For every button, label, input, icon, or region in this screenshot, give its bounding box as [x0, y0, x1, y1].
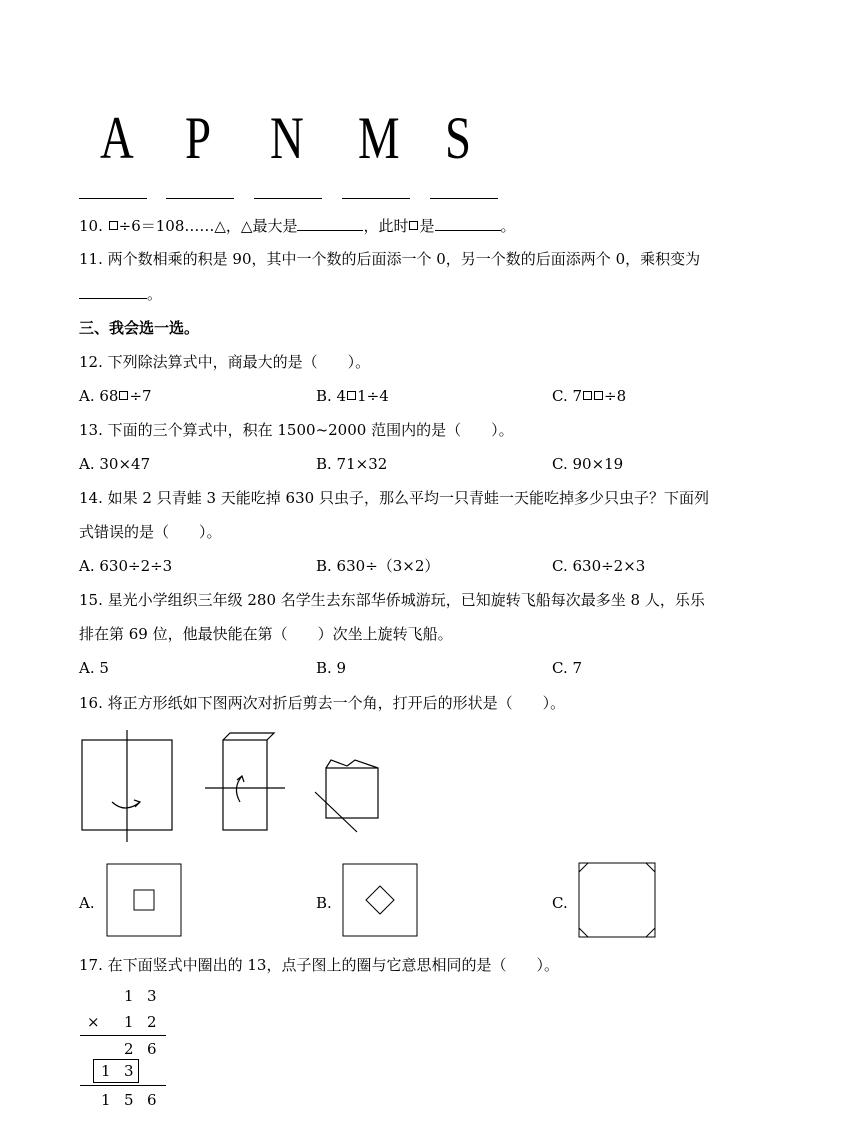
- divider: [80, 1035, 166, 1036]
- answer-blank[interactable]: [79, 283, 147, 299]
- answer-blank[interactable]: [435, 215, 501, 231]
- letter-a: A: [100, 105, 134, 171]
- question-14: 14. 如果 2 只青蛙 3 天能吃掉 630 只虫子，那么平均一只青蛙一天能吃掉多少只虫子？下面列: [79, 489, 709, 507]
- box-icon: [583, 391, 592, 400]
- answer-blank[interactable]: [166, 198, 234, 199]
- question-11-answer: 。: [79, 283, 162, 305]
- option-a[interactable]: A. 30×47: [79, 455, 151, 473]
- option-c[interactable]: C.: [552, 894, 568, 912]
- question-13: 13. 下面的三个算式中，积在 1500~2000 范围内的是（ ）。: [79, 421, 514, 439]
- answer-blank[interactable]: [254, 198, 322, 199]
- section-heading: 三、我会选一选。: [79, 319, 200, 337]
- question-16: 16. 将正方形纸如下图两次对折后剪去一个角，打开后的形状是（ ）。: [79, 694, 566, 712]
- option-c[interactable]: C. 90×19: [552, 455, 624, 473]
- option-b[interactable]: B. 9: [316, 659, 347, 677]
- shape-b-icon: [342, 863, 420, 939]
- answer-blank[interactable]: [79, 198, 147, 199]
- divider: [80, 1085, 166, 1086]
- option-b[interactable]: B. 630÷（3×2）: [316, 557, 440, 575]
- letter-n: N: [270, 105, 304, 171]
- box-icon: [109, 221, 118, 230]
- question-15-cont: 排在第 69 位，他最快能在第（ ）次坐上旋转飞船。: [79, 625, 453, 643]
- box-icon: [119, 391, 128, 400]
- answer-blank[interactable]: [342, 198, 410, 199]
- answer-blank[interactable]: [297, 215, 363, 231]
- answer-blank[interactable]: [430, 198, 498, 199]
- option-c[interactable]: C. 7 ÷8: [552, 387, 627, 405]
- letter-p: P: [185, 105, 212, 171]
- shape-c-icon: [578, 862, 658, 940]
- shape-a-icon: [106, 863, 184, 939]
- option-b[interactable]: B. 71×32: [316, 455, 388, 473]
- letter-m: M: [358, 105, 400, 171]
- question-17: 17. 在下面竖式中圈出的 13，点子图上的圈与它意思相同的是（ ）。: [79, 956, 559, 974]
- letter-s: S: [445, 105, 472, 171]
- box-icon: [594, 391, 603, 400]
- box-icon: [347, 391, 356, 400]
- option-a[interactable]: A. 630÷2÷3: [79, 557, 173, 575]
- option-a[interactable]: A.: [79, 894, 95, 912]
- option-b[interactable]: B.: [316, 894, 332, 912]
- option-c[interactable]: C. 630÷2×3: [552, 557, 646, 575]
- option-a[interactable]: A. 68 ÷7: [79, 387, 152, 405]
- option-c[interactable]: C. 7: [552, 659, 583, 677]
- option-b[interactable]: B. 4 1÷4: [316, 387, 389, 405]
- option-a[interactable]: A. 5: [79, 659, 109, 677]
- question-15: 15. 星光小学组织三年级 280 名学生去东部华侨城游玩，已知旋转飞船每次最多坐 8 人，乐乐: [79, 591, 705, 609]
- box-icon: [409, 221, 418, 230]
- question-14-cont: 式错误的是（ ）。: [79, 523, 222, 541]
- question-10: 10. ÷6＝108……△，△最大是 ，此时 是 。: [79, 217, 516, 235]
- question-12: 12. 下列除法算式中，商最大的是（ ）。: [79, 353, 371, 371]
- question-11: 11. 两个数相乘的积是 90，其中一个数的后面添一个 0，另一个数的后面添两个 0，乘积变为: [79, 250, 701, 268]
- folding-diagram: [70, 730, 400, 850]
